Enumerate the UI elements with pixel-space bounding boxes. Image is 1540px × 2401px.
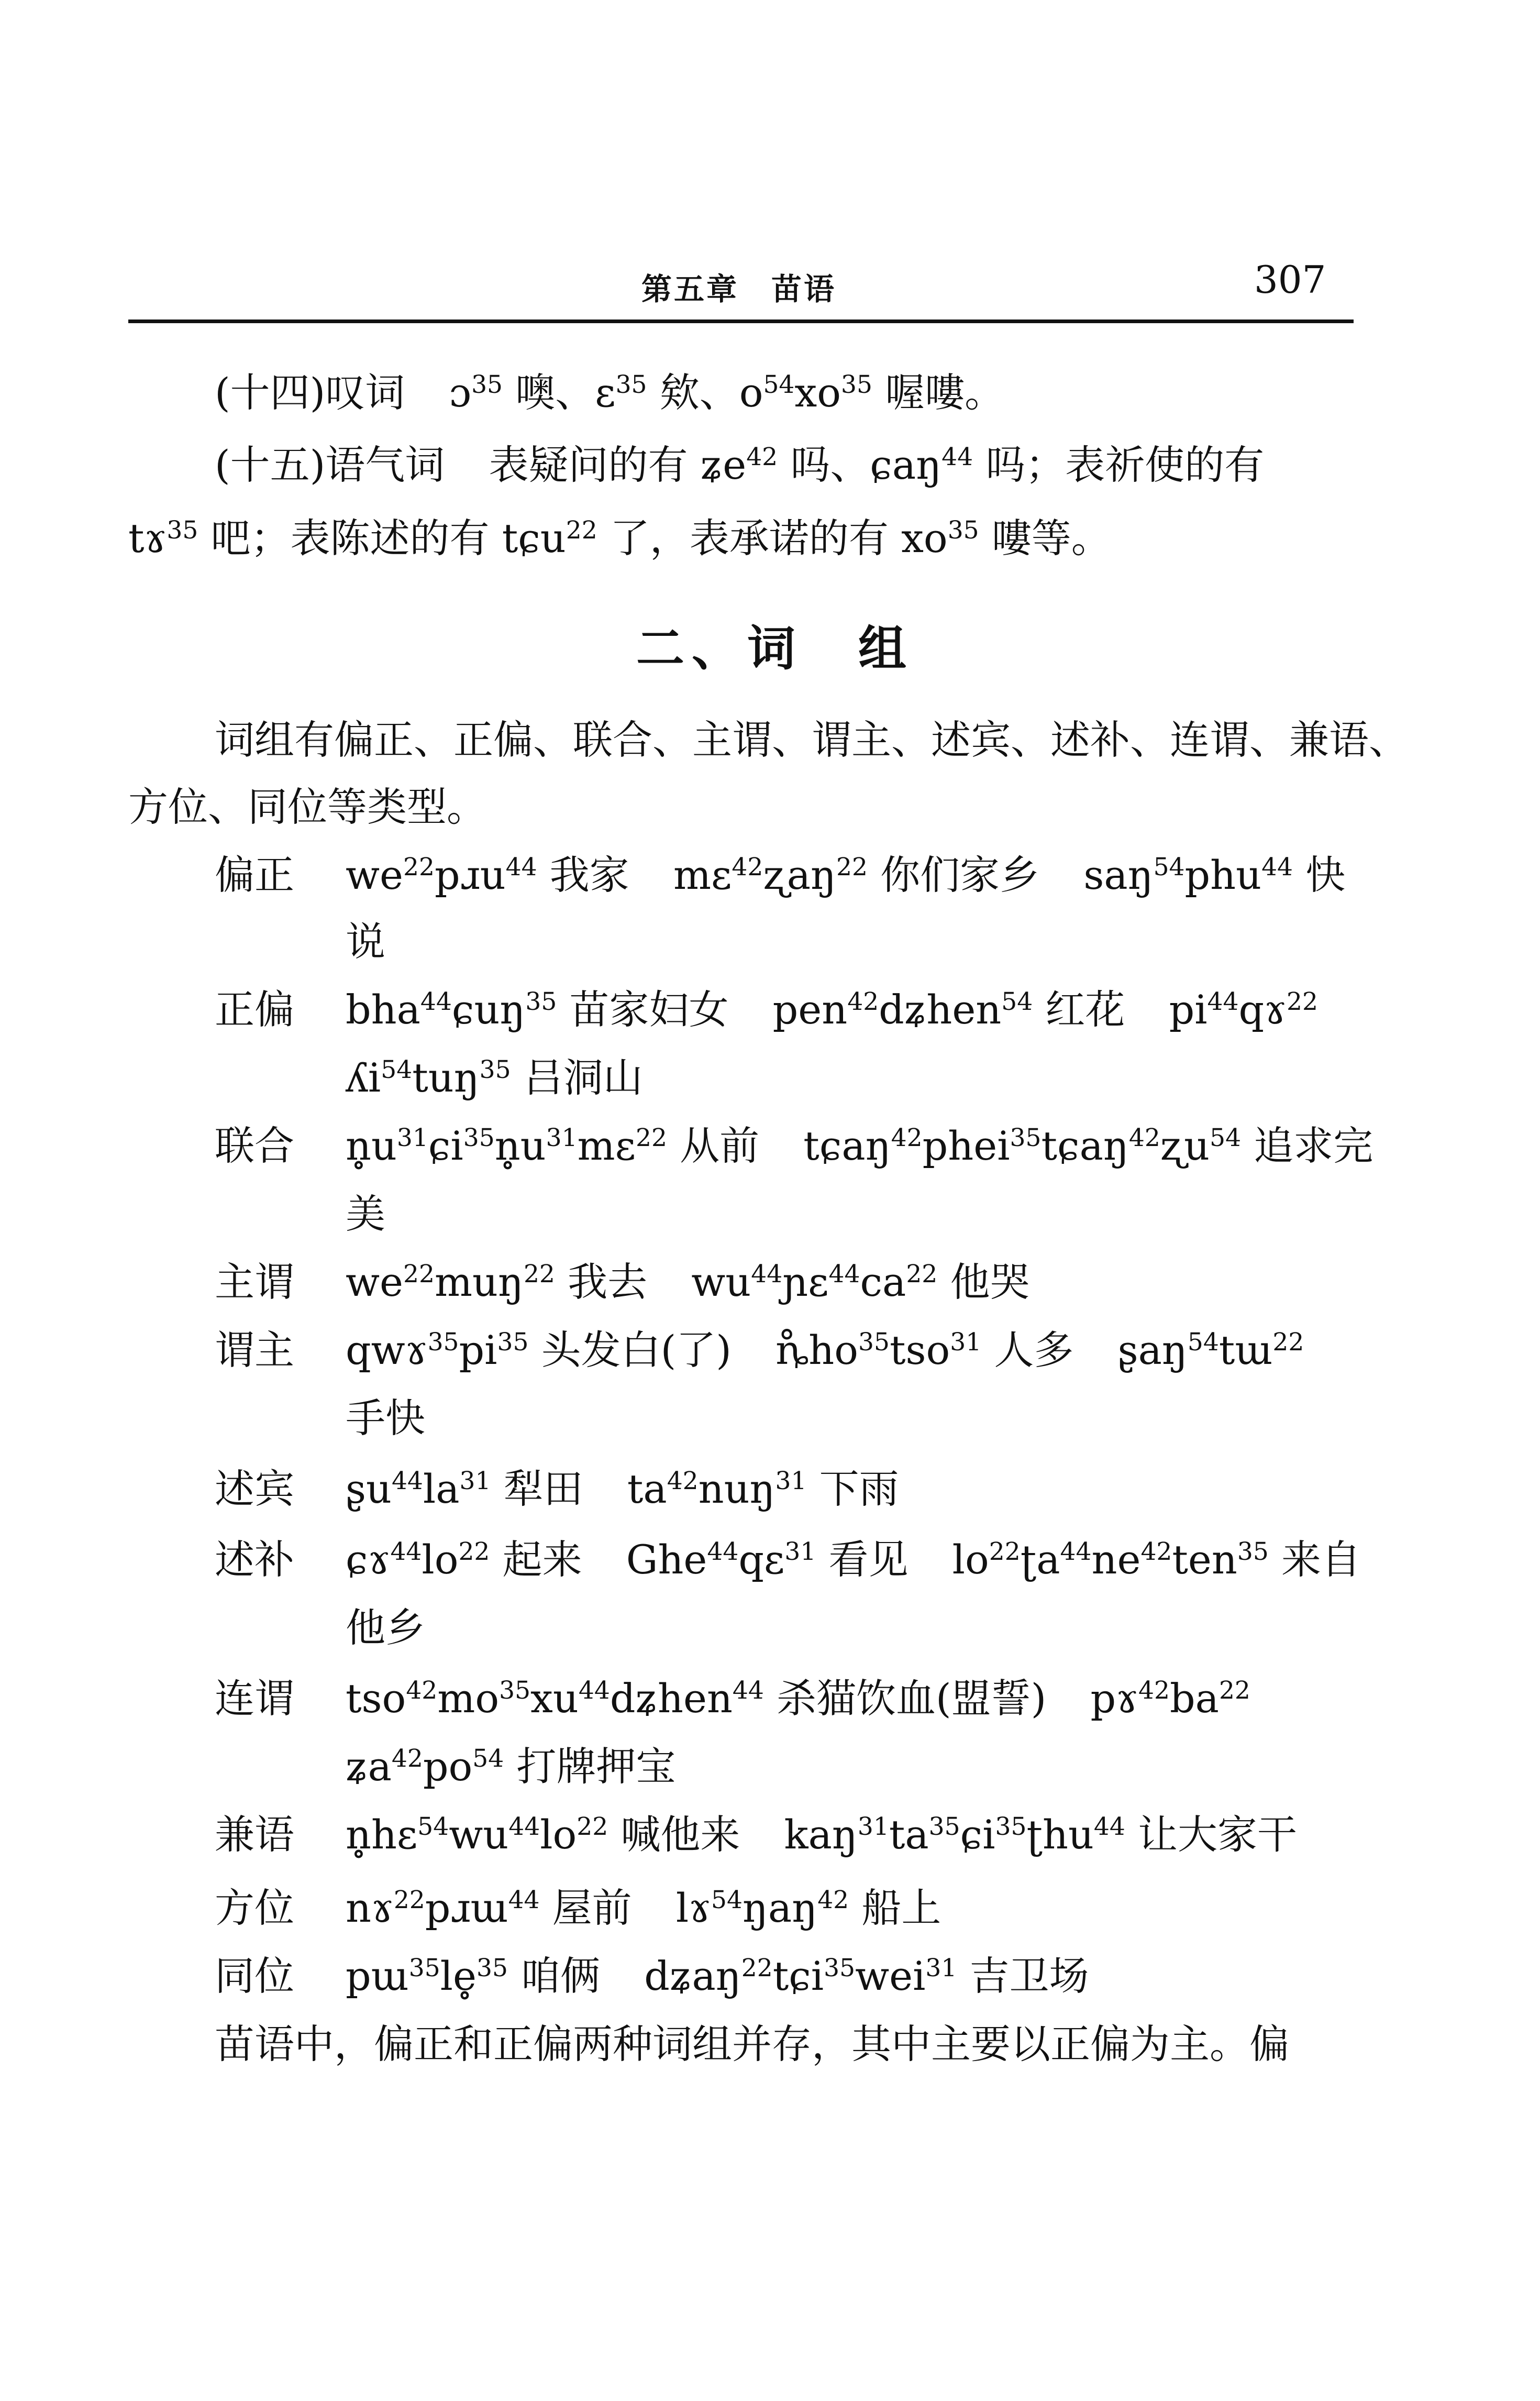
tone-number: 44	[578, 1676, 610, 1705]
ipa-word: n̥u	[346, 1122, 397, 1169]
ipa-word: phu	[1184, 852, 1262, 898]
phrase-examples	[346, 1536, 1361, 1583]
tone-number: 22	[636, 1124, 667, 1153]
ipa-word: la	[423, 1466, 460, 1512]
ipa-word: tɤ	[128, 515, 167, 561]
tone: 44	[941, 443, 973, 472]
tone-number: 35	[525, 987, 557, 1017]
phrase-examples-cont: 手快	[346, 1395, 425, 1441]
tone-number: 44	[732, 1676, 764, 1705]
tone-number: 31	[784, 1537, 816, 1567]
ipa-word: nuŋ	[698, 1466, 775, 1512]
ipa-word: tɕu	[502, 515, 566, 561]
ipa-word: tso	[889, 1327, 950, 1373]
ipa-word: dʑaŋ	[644, 1953, 741, 1999]
tone-number: 42	[817, 1886, 849, 1915]
ipa-word: xo	[901, 515, 948, 561]
tone-number: 44	[1207, 987, 1239, 1017]
phrase-type-term: 联合	[215, 1122, 294, 1169]
tone-number: 54	[1210, 1124, 1242, 1153]
tone-number: 22	[741, 1954, 773, 1983]
tone-number: 44	[1261, 853, 1293, 882]
phrase-examples	[346, 1327, 1304, 1373]
ipa-word: kaŋ	[784, 1811, 858, 1858]
ipa-word: pɯ	[346, 1953, 409, 1999]
phrase-examples	[346, 1675, 1250, 1722]
ipa-word: mɛ	[673, 852, 732, 898]
phrase-examples	[346, 1259, 1030, 1305]
phrase-examples	[346, 1953, 1089, 1999]
ipa-word: 咱俩	[520, 1953, 601, 1999]
phrase-examples-cont: 美	[346, 1191, 385, 1237]
phrase-type-term: 述补	[215, 1536, 294, 1583]
ipa-word: mɛ	[577, 1122, 636, 1169]
tone: 35	[615, 370, 647, 400]
gloss: 吗；表祈使的有	[985, 442, 1265, 488]
tone-number: 31	[950, 1328, 982, 1357]
tone-number: 44	[508, 1812, 540, 1842]
tone-number: 22	[523, 1260, 555, 1289]
ipa-word: 下雨	[819, 1466, 899, 1512]
ipa-word: ta	[627, 1466, 667, 1512]
ipa-word: ne	[1091, 1536, 1141, 1583]
phrase-examples	[346, 1811, 1298, 1858]
tone-number: 42	[732, 853, 763, 882]
tone-number: 22	[403, 1260, 435, 1289]
ipa-word: ȵ̊ho	[775, 1327, 859, 1373]
ipa-word: 吕洞山	[523, 1054, 643, 1101]
tone-number: 44	[707, 1537, 739, 1567]
tone-number: 22	[1287, 987, 1318, 1017]
tone-number: 22	[403, 853, 435, 882]
tone-number: 42	[667, 1467, 699, 1496]
tone-number: 42	[891, 1124, 923, 1153]
ipa-word: ɕi	[428, 1122, 463, 1169]
ipa-word: 船上	[861, 1885, 941, 1931]
paragraph-modal-particles-line1	[215, 442, 1265, 488]
tone-number: 22	[458, 1537, 490, 1567]
tone-number: 22	[1272, 1328, 1304, 1357]
ipa-word: o	[739, 369, 763, 416]
tone-number: 35	[479, 1055, 511, 1085]
tone-number: 42	[847, 987, 879, 1017]
ipa-word: ɕaŋ	[870, 442, 942, 488]
ipa-word: qɤ	[1238, 986, 1287, 1033]
ipa-word: le̥	[440, 1953, 477, 1999]
ipa-word: 头发白(了)	[541, 1327, 732, 1373]
tone-number: 35	[1010, 1124, 1042, 1153]
tone: 42	[746, 443, 778, 472]
header-rule	[128, 320, 1354, 323]
ipa-word: ʐu	[1160, 1122, 1210, 1169]
ipa-word: dʑhen	[879, 986, 1002, 1033]
ipa-word: 红花	[1045, 986, 1125, 1033]
tone-number: 22	[577, 1812, 608, 1842]
tone-number: 44	[1093, 1812, 1125, 1842]
tone-number: 35	[499, 1676, 531, 1705]
phrase-examples	[346, 1122, 1373, 1169]
tone-number: 54	[1187, 1328, 1219, 1357]
ipa-word: dʑhen	[610, 1675, 733, 1722]
ipa-word: ʑa	[346, 1743, 392, 1790]
ipa-word: qwɤ	[346, 1327, 428, 1373]
phrase-examples-cont: 说	[346, 918, 385, 965]
running-header-title: 第五章 苗语	[641, 271, 837, 307]
ipa-word: 来自	[1281, 1536, 1361, 1583]
tone-number: 54	[417, 1812, 449, 1842]
gloss: 吧；表陈述的有	[210, 515, 490, 561]
ipa-word: 屋前	[552, 1885, 632, 1931]
tone-number: 35	[476, 1954, 508, 1983]
gloss: 吗、	[790, 442, 870, 488]
ipa-word: 人多	[994, 1327, 1074, 1373]
item-label: (十五)语气词	[215, 442, 445, 488]
ipa-word: pɹɯ	[425, 1885, 508, 1931]
ipa-word: pi	[459, 1327, 497, 1373]
phrase-type-term: 同位	[215, 1953, 294, 1999]
phrase-examples-cont: 他乡	[346, 1604, 425, 1651]
ipa-word: tso	[346, 1675, 406, 1722]
tone-number: 35	[858, 1328, 890, 1357]
tone-number: 44	[390, 1537, 422, 1567]
tone-number: 54	[1153, 853, 1185, 882]
tone-number: 44	[505, 853, 537, 882]
ipa-word: nɤ	[346, 1885, 394, 1931]
tone: 54	[763, 370, 795, 400]
ipa-word: 喊他来	[621, 1811, 740, 1858]
ipa-word: n̥u	[494, 1122, 546, 1169]
tone-number: 35	[824, 1954, 856, 1983]
tone-number: 35	[427, 1328, 459, 1357]
gloss: 欸、	[659, 369, 739, 416]
tone: 35	[471, 370, 503, 400]
phrase-examples-cont	[346, 1054, 643, 1101]
tone-number: 22	[1218, 1676, 1250, 1705]
ipa-word: 看见	[828, 1536, 909, 1583]
ipa-word: ca	[860, 1259, 906, 1305]
ipa-word: ɕɤ	[346, 1536, 391, 1583]
ipa-word: 吉卫场	[969, 1953, 1089, 1999]
tone-number: 42	[1128, 1124, 1160, 1153]
ipa-word: wei	[855, 1953, 926, 1999]
tone-number: 35	[408, 1954, 440, 1983]
ipa-word: 苗家妇女	[569, 986, 729, 1033]
ipa-word: ʂaŋ	[1117, 1327, 1188, 1373]
ipa-word: mo	[437, 1675, 500, 1722]
ipa-word: 杀猫饮血(盟誓)	[777, 1675, 1047, 1722]
phrase-examples	[346, 1466, 899, 1512]
tone-number: 44	[420, 987, 452, 1017]
tone-number: 44	[1060, 1537, 1092, 1567]
ipa-word: qɛ	[738, 1536, 785, 1583]
ipa-word: ʑe	[700, 442, 747, 488]
tone-number: 35	[1237, 1537, 1269, 1567]
tone-number: 44	[828, 1260, 860, 1289]
ipa-word: 他哭	[950, 1259, 1030, 1305]
ipa-word: lɤ	[675, 1885, 712, 1931]
ipa-word: muŋ	[434, 1259, 524, 1305]
ipa-word: lo	[952, 1536, 989, 1583]
phrase-type-term: 主谓	[215, 1259, 294, 1305]
ipa-word: xo	[794, 369, 841, 416]
ipa-word: tɕaŋ	[803, 1122, 891, 1169]
tone-number: 22	[989, 1537, 1021, 1567]
tone-number: 44	[508, 1886, 540, 1915]
ipa-word: lo	[540, 1811, 577, 1858]
tone: 35	[947, 516, 979, 545]
ipa-word: ɛ	[595, 369, 616, 416]
tone-number: 54	[711, 1886, 743, 1915]
ipa-word: pɤ	[1090, 1675, 1139, 1722]
item-label: (十四)叹词	[215, 369, 405, 416]
tone: 35	[841, 370, 872, 400]
tone-number: 35	[995, 1812, 1027, 1842]
ipa-word: wu	[691, 1259, 751, 1305]
gloss: 了，表承诺的有	[610, 515, 889, 561]
ipa-word: ba	[1169, 1675, 1219, 1722]
ipa-word: xu	[530, 1675, 579, 1722]
tone-number: 22	[393, 1886, 425, 1915]
phrase-examples	[346, 986, 1318, 1033]
tone-number: 54	[381, 1055, 413, 1085]
phrase-examples	[346, 1885, 941, 1931]
tone-number: 35	[497, 1328, 529, 1357]
phrase-type-term: 谓主	[215, 1327, 294, 1373]
ipa-word: tuŋ	[412, 1054, 480, 1101]
tone-number: 31	[396, 1124, 428, 1153]
ipa-word: Ghe	[626, 1536, 707, 1583]
tone-number: 31	[925, 1954, 957, 1983]
phrase-type-term: 兼语	[215, 1811, 294, 1858]
tone-number: 54	[1001, 987, 1033, 1017]
ipa-word: 让大家干	[1138, 1811, 1298, 1858]
ipa-word: ŋaŋ	[742, 1885, 818, 1931]
tone-number: 22	[906, 1260, 938, 1289]
ipa-word: tɕaŋ	[1041, 1122, 1129, 1169]
intro-line1: 词组有偏正、正偏、联合、主谓、谓主、述宾、述补、连谓、兼语、	[215, 717, 1409, 763]
gloss: 我家	[549, 852, 629, 898]
ipa-word: pen	[772, 986, 848, 1033]
ipa-word: we	[346, 1259, 404, 1305]
closing-paragraph: 苗语中，偏正和正偏两种词组并存，其中主要以正偏为主。偏	[215, 2021, 1289, 2067]
ipa-word: saŋ	[1083, 852, 1154, 898]
phrase-type-term: 述宾	[215, 1466, 294, 1512]
tone-number: 44	[391, 1467, 423, 1496]
ipa-word: bha	[346, 986, 420, 1033]
ipa-word: ʂu	[346, 1466, 392, 1512]
text: 表疑问的有	[489, 442, 688, 488]
tone-number: 35	[463, 1124, 495, 1153]
ipa-word: ʈhu	[1026, 1811, 1094, 1858]
gloss: 你们家乡	[880, 852, 1040, 898]
gloss: 嘍等。	[991, 515, 1111, 561]
tone-number: 35	[928, 1812, 960, 1842]
paragraph-interjections	[215, 369, 1005, 416]
ipa-word: po	[423, 1743, 473, 1790]
tone-number: 22	[836, 853, 868, 882]
ipa-word: lo	[422, 1536, 459, 1583]
tone-number: 42	[406, 1676, 438, 1705]
ipa-word: 犁田	[503, 1466, 583, 1512]
ipa-word: 从前	[680, 1122, 760, 1169]
ipa-word: ʐaŋ	[763, 852, 837, 898]
ipa-word: we	[346, 852, 404, 898]
ipa-word: ta	[889, 1811, 929, 1858]
ipa-word: n̥hɛ	[346, 1811, 418, 1858]
ipa-word: pi	[1169, 986, 1207, 1033]
paragraph-modal-particles-line2	[128, 515, 1111, 561]
page-number: 307	[1254, 258, 1326, 302]
tone-number: 42	[391, 1744, 423, 1774]
phrase-type-term: 连谓	[215, 1675, 294, 1722]
tone-number: 42	[1138, 1676, 1170, 1705]
ipa-word: 我去	[568, 1259, 648, 1305]
tone-number: 31	[857, 1812, 889, 1842]
tone-number: 31	[775, 1467, 807, 1496]
phrase-examples	[346, 852, 1346, 898]
ipa-word: ʎi	[346, 1054, 381, 1101]
ipa-word: 追求完	[1254, 1122, 1373, 1169]
ipa-word: tɕi	[772, 1953, 824, 1999]
ipa-word: wu	[449, 1811, 509, 1858]
ipa-word: tɯ	[1218, 1327, 1273, 1373]
phrase-type-term: 方位	[215, 1885, 294, 1931]
intro-line2: 方位、同位等类型。	[128, 784, 486, 830]
phrase-type-term: 正偏	[215, 986, 294, 1033]
ipa-word: ɕuŋ	[451, 986, 526, 1033]
tone-number: 31	[459, 1467, 491, 1496]
tone: 22	[566, 516, 597, 545]
tone: 35	[167, 516, 198, 545]
tone-number: 54	[472, 1744, 504, 1774]
tone-number: 31	[546, 1124, 578, 1153]
phrase-examples-cont	[346, 1743, 676, 1790]
ipa-word: ɕi	[960, 1811, 995, 1858]
ipa-word: 起来	[502, 1536, 582, 1583]
gloss: 快	[1305, 852, 1346, 898]
ipa-word: phei	[922, 1122, 1010, 1169]
ipa-word: ɔ	[449, 369, 472, 416]
phrase-type-term: 偏正	[215, 852, 294, 898]
ipa-word: 打牌押宝	[516, 1743, 676, 1790]
tone-number: 44	[751, 1260, 783, 1289]
ipa-word: ten	[1172, 1536, 1237, 1583]
tone-number: 42	[1140, 1537, 1172, 1567]
ipa-word: ɲɛ	[782, 1259, 829, 1305]
ipa-word: ʈa	[1020, 1536, 1060, 1583]
section-heading: 二、词 组	[636, 621, 914, 677]
ipa-word: pɹu	[434, 852, 506, 898]
gloss: 噢、	[515, 369, 595, 416]
gloss: 喔嘍。	[885, 369, 1005, 416]
